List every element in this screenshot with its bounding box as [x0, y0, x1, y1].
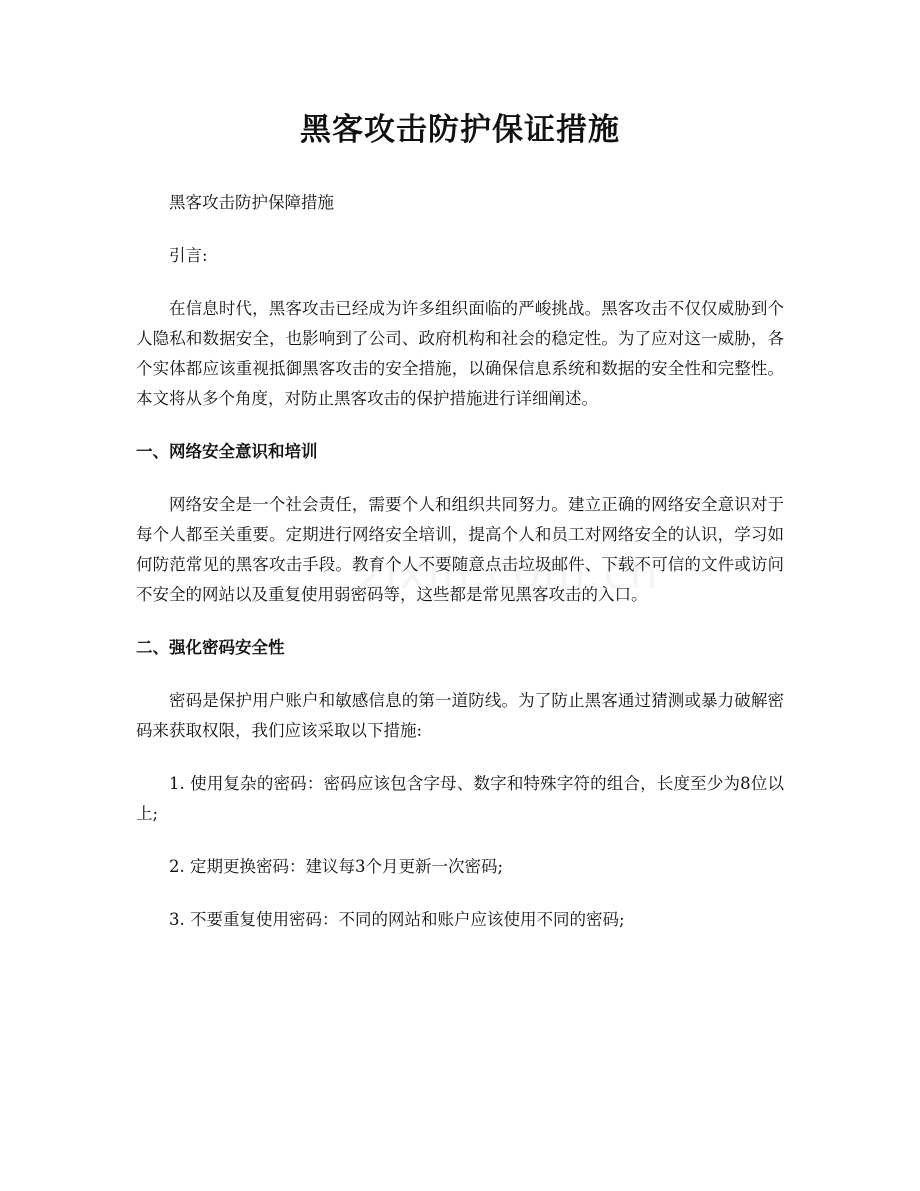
section-2-heading: 二、强化密码安全性 — [136, 638, 285, 657]
section-2-paragraph: 密码是保护用户账户和敏感信息的第一道防线。为了防止黑客通过猜测或暴力破解密码来获取权限，我们应该采取以下措施: — [136, 691, 784, 740]
section-1-heading: 一、网络安全意识和培训 — [136, 442, 318, 461]
intro-paragraph: 在信息时代，黑客攻击已经成为许多组织面临的严峻挑战。黑客攻击不仅仅威胁到个人隐私和数据安全，也影响到了公司、政府机构和社会的稳定性。为了应对这一威胁，各个实体都应该重视抵御黑客攻击的安全措施，以确保信息系统和数据的安全性和完整性。本文将从多个角度，对防止黑客攻击的保护措施进行详细阐述。 — [136, 299, 784, 408]
list-item-3: 3. 不要重复使用密码：不同的网站和账户应该使用不同的密码; — [169, 910, 625, 929]
subtitle-paragraph: 黑客攻击防护保障措施 — [169, 193, 334, 212]
list-item-2: 2. 定期更换密码：建议每3个月更新一次密码; — [169, 857, 504, 876]
section-1-paragraph: 网络安全是一个社会责任，需要个人和组织共同努力。建立正确的网络安全意识对于每个人都至关重要。定期进行网络安全培训，提高个人和员工对网络安全的认识，学习如何防范常见的黑客攻击手段。教育个人不要随意点击垃圾邮件、下载不可信的文件或访问不安全的网站以及重复使用弱密码等，这些都是常见黑客攻击的入口。 — [136, 495, 784, 604]
document-title: 黑客攻击防护保证措施 — [300, 112, 620, 148]
intro-label: 引言: — [169, 246, 208, 265]
list-item-1: 1. 使用复杂的密码：密码应该包含字母、数字和特殊字符的组合，长度至少为8位以上; — [136, 774, 784, 823]
